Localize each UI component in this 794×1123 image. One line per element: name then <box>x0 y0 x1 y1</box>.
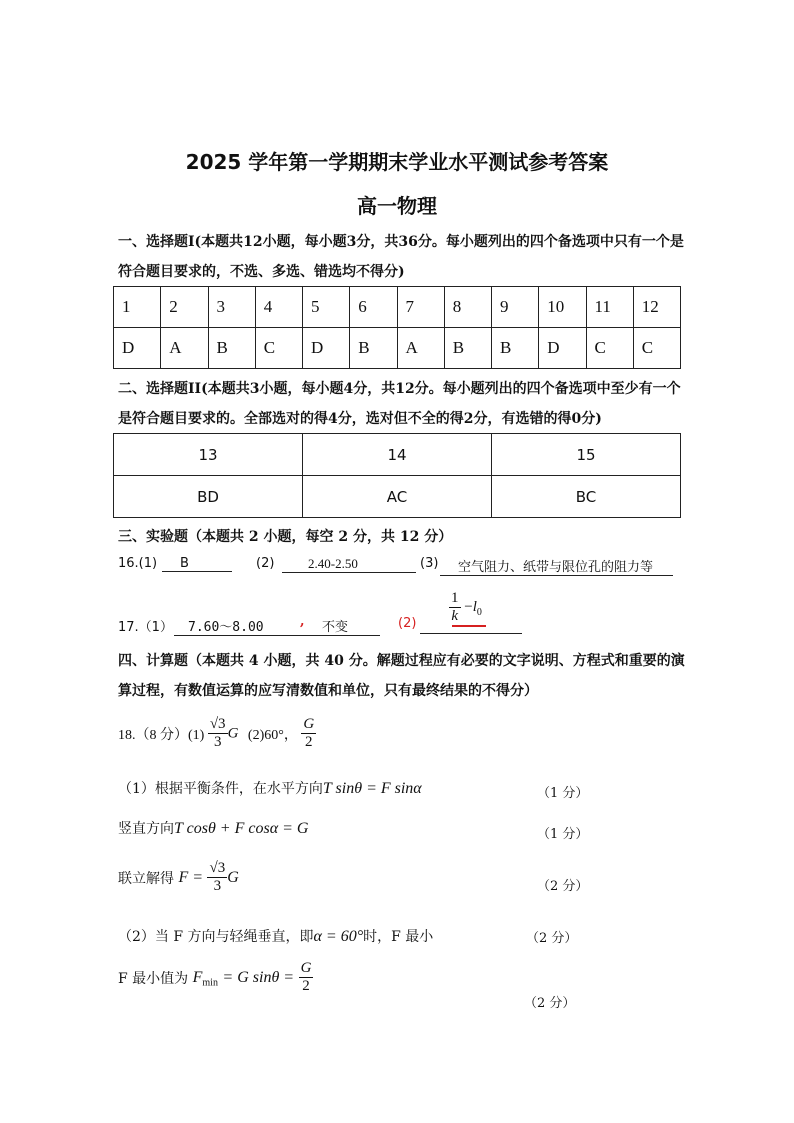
table-cell: B <box>208 328 255 369</box>
q16-answer3: 空气阻力、纸带与限位孔的阻力等 <box>440 556 673 576</box>
fraction <box>299 960 314 996</box>
page-title: 2025 学年第一学期期末学业水平测试参考答案 <box>185 150 609 174</box>
section3-heading: 三、实验题（本题共 2 小题，每空 2 分，共 12 分） <box>118 529 453 545</box>
q16-label: 16.(1) <box>118 556 158 571</box>
q16-answer1: B <box>162 556 232 572</box>
table-cell: 11 <box>586 287 633 328</box>
fraction <box>207 860 227 896</box>
step5-equation: = G sinθ = <box>222 968 295 986</box>
table-cell: B <box>444 328 491 369</box>
table-row-numbers <box>114 287 681 328</box>
g-variable: G <box>227 868 239 886</box>
table-cell: C <box>586 328 633 369</box>
red-correction-mark <box>452 625 486 627</box>
step1-text: （1）根据平衡条件，在水平方向 <box>118 781 323 797</box>
table-cell: A <box>397 328 444 369</box>
table-cell: B <box>350 328 397 369</box>
page-subtitle: 高一物理 <box>357 194 437 218</box>
q18-step3 <box>118 860 239 896</box>
table-cell: C <box>633 328 680 369</box>
table-cell: 7 <box>397 287 444 328</box>
section1-heading-line2: 符合题目要求的，不选、多选、错选均不得分) <box>118 264 405 280</box>
section2-heading-line1: 二、选择题II(本题共3小题，每小题4分，共12分。每小题列出的四个备选项中至少有一个 <box>118 381 681 397</box>
q18-part2: (2)60°， <box>247 727 298 743</box>
q16-part2-label: (2) <box>256 556 275 571</box>
q18-step1 <box>118 778 422 798</box>
table-cell: 1 <box>114 287 161 328</box>
section2-heading-line2: 是符合题目要求的。全部选对的得4分，选对但不全的得2分，有选错的得0分) <box>118 411 602 427</box>
table-cell: 3 <box>208 287 255 328</box>
table-row-numbers <box>114 434 681 476</box>
table-cell: 15 <box>492 434 681 476</box>
fraction-numerator: 1 <box>449 590 461 608</box>
table-row-answers <box>114 476 681 518</box>
table-cell: D <box>539 328 586 369</box>
table-cell: A <box>161 328 208 369</box>
section1-heading-line1: 一、选择题I(本题共12小题，每小题3分，共36分。每小题列出的四个备选项中只有一个是 <box>118 234 684 250</box>
q18-step4-score: （2 分） <box>526 931 578 946</box>
section1-answer-table <box>113 286 681 369</box>
table-cell: 12 <box>633 287 680 328</box>
minus-sign: − <box>464 599 473 616</box>
q18-step3-score: （2 分） <box>537 879 589 894</box>
table-cell: AC <box>303 476 492 518</box>
table-cell: 9 <box>492 287 539 328</box>
fraction-denominator: 2 <box>302 978 310 995</box>
table-cell: 4 <box>255 287 302 328</box>
step3-lhs: F = <box>178 868 204 886</box>
fraction <box>208 716 228 752</box>
table-cell: 14 <box>303 434 492 476</box>
table-cell: 10 <box>539 287 586 328</box>
table-cell: 2 <box>161 287 208 328</box>
q18-step4 <box>118 926 433 946</box>
fraction-denominator: 3 <box>213 878 222 895</box>
q18-step2-score: （1 分） <box>537 827 589 842</box>
section4-heading-line1: 四、计算题（本题共 4 小题，共 40 分。解题过程应有必要的文字说明、方程式和重要的演 <box>118 653 685 669</box>
q17-comma: , <box>300 614 305 629</box>
step4-text-a: （2）当 F 方向与轻绳垂直，即 <box>118 929 314 945</box>
min-subscript: min <box>202 977 218 989</box>
step4-text-b: 时，F 最小 <box>363 929 434 945</box>
fraction-numerator: √3 <box>208 716 228 734</box>
l-variable: l <box>472 599 477 616</box>
fraction-numerator: G <box>301 716 316 734</box>
q18-step2 <box>118 818 308 838</box>
step3-text: 联立解得 <box>118 870 174 887</box>
q17-answer1: 7.60～8.00 <box>174 616 322 636</box>
fraction-denominator: 3 <box>213 734 222 751</box>
table-cell: 6 <box>350 287 397 328</box>
table-cell: D <box>114 328 161 369</box>
table-cell: B <box>492 328 539 369</box>
f-variable: F <box>192 968 203 986</box>
table-cell: BC <box>492 476 681 518</box>
fraction <box>301 716 316 752</box>
step1-equation: T sinθ = F sinα <box>322 780 422 797</box>
q18-step5-score: （2 分） <box>524 996 576 1011</box>
q18-label: 18.（8 分）(1) <box>118 727 205 743</box>
table-cell: BD <box>114 476 303 518</box>
table-cell: 8 <box>444 287 491 328</box>
table-cell: D <box>303 328 350 369</box>
q17-part2-label: (2) <box>398 616 417 631</box>
fraction-denominator: 2 <box>305 734 313 751</box>
q18-step1-score: （1 分） <box>537 786 589 801</box>
q17-answer2 <box>449 590 482 626</box>
l-subscript: 0 <box>476 607 482 619</box>
q17-answer2-line <box>420 633 522 634</box>
step4-equation: α = 60° <box>313 928 364 945</box>
q16-answer2: 2.40-2.50 <box>282 556 416 573</box>
table-cell: 5 <box>303 287 350 328</box>
table-cell: C <box>255 328 302 369</box>
q18-summary <box>118 716 316 752</box>
step2-text: 竖直方向 <box>118 821 174 837</box>
section2-answer-table <box>113 433 681 518</box>
fraction-numerator: √3 <box>207 860 227 878</box>
q18-step5 <box>118 960 313 996</box>
g-variable: G <box>227 725 239 742</box>
q16-part3-label: (3) <box>420 556 439 571</box>
step5-text: F 最小值为 <box>118 970 189 987</box>
fraction <box>449 590 461 626</box>
fraction-denominator: k <box>451 608 459 625</box>
section4-heading-line2: 算过程，有数值运算的应写清数值和单位，只有最终结果的不得分） <box>118 683 538 699</box>
table-cell: 13 <box>114 434 303 476</box>
table-row-answers <box>114 328 681 369</box>
q17-label: 17.（1） <box>118 620 173 635</box>
step2-equation: T cosθ + F cosα = G <box>174 820 309 837</box>
q17-answer1b: 不变 <box>322 616 380 636</box>
fraction-numerator: G <box>299 960 314 978</box>
